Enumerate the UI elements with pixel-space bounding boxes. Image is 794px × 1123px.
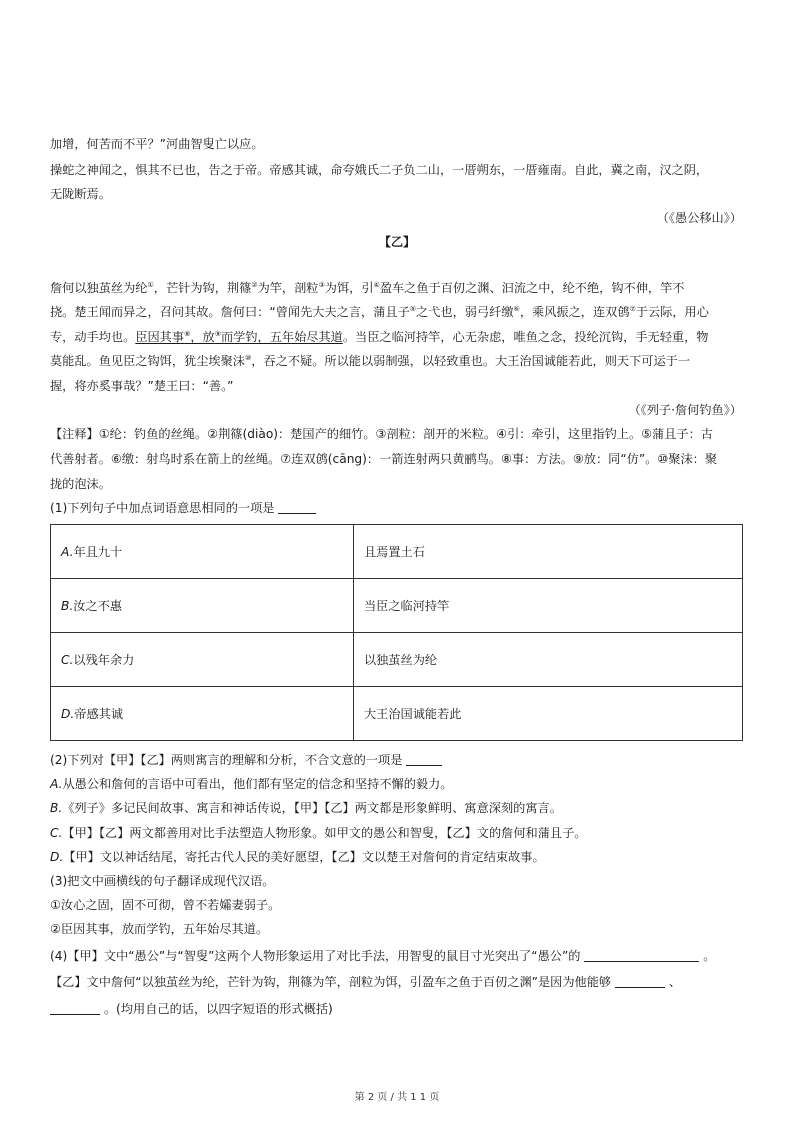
option-cell: 以独茧丝为纶 [354, 633, 743, 687]
note-ref: ④ [373, 281, 380, 289]
note-ref: ① [147, 281, 154, 289]
notes-line: 【注释】①纶：钓鱼的丝绳。②荆篠(diào)：楚国产的细竹。③剖粒：剖开的米粒。④引：牵引，这里指钓上。⑤蒲且子：古 [50, 427, 713, 441]
question-4-line: 【乙】文中詹何“以独茧丝为纶，芒针为钩，荆篠为竿，剖粒为饵，引盈车之鱼于百仞之渊”是因为他能够 、 [50, 975, 682, 989]
passage-jia-line: 加增，何苦而不平？”河曲智叟亡以应。 [50, 137, 264, 151]
table-row[interactable] [51, 633, 743, 687]
answer-blank[interactable] [50, 1002, 100, 1015]
passage-jia-line: 操蛇之神闻之，惧其不已也，告之于帝。帝感其诚，命夸娥氏二子负二山，一厝朔东，一厝雍南。自此，冀之南，汉之阴， [50, 163, 709, 177]
note-ref: ③ [318, 281, 325, 289]
option-cell: 且焉置土石 [354, 525, 743, 579]
note-ref: ⑤ [409, 305, 417, 313]
table-row[interactable] [51, 525, 743, 579]
notes-line: 拢的泡沫。 [50, 477, 111, 491]
passage-yi-line: 莫能乱。鱼见臣之钩饵，犹尘埃聚沫⑩，吞之不疑。所以能以弱制强，以轻致重也。大王治国诚能若此，则天下可运于一 [50, 354, 691, 368]
question-2: (2)下列对【甲】【乙】两则寓言的理解和分析，不合文意的一项是 [50, 752, 442, 768]
passage-yi-line: 握，将亦奚事哉？”楚王曰：“善。” [50, 379, 234, 393]
note-ref: ② [251, 281, 258, 289]
answer-blank[interactable] [584, 949, 699, 962]
options-table [50, 524, 743, 741]
passage-yi-line: 挠。楚王闻而异之，召问其故。詹何曰：“曾闻先大夫之言，蒲且子⑤之弋也，弱弓纤缴⑥，乘风振之，连双鸧⑦于云际，用心 [50, 305, 709, 319]
option-cell: C.以残年余力 [51, 633, 354, 687]
page-footer: 第 2 页 / 共 1 1 页 [354, 1092, 440, 1103]
option-cell: A.年且九十 [51, 525, 354, 579]
option-cell: B.汝之不惠 [51, 579, 354, 633]
passage-jia-line: 无陇断焉。 [50, 187, 111, 201]
passage-yi-line: 专，动手均也。臣因其事⑧，放⑨而学钓，五年始尽其道。当臣之临河持竿，心无杂虑，唯鱼之念，投纶沉钩，手无轻重，物 [50, 330, 709, 344]
source-yi: （《列子·詹何钓鱼》） [628, 403, 742, 417]
answer-blank[interactable] [278, 501, 316, 514]
table-row[interactable] [51, 687, 743, 741]
underlined-sentence: 臣因其事⑧，放⑨而学钓，五年始尽其道 [135, 330, 343, 344]
source-jia: （《愚公移山》） [656, 211, 742, 225]
notes-line: 代善射者。⑥缴：射鸟时系在箭上的丝绳。⑦连双鸧(cāng)：一箭连射两只黄鹂鸟。⑧事：方法。⑨放：同“仿”。⑩聚沫：聚 [50, 452, 718, 466]
question-1: (1)下列句子中加点词语意思相同的一项是 [50, 500, 316, 516]
option-cell: 当臣之临河持竿 [354, 579, 743, 633]
answer-blank[interactable] [615, 975, 665, 988]
note-ref: ⑩ [245, 354, 252, 362]
passage-yi-line: 詹何以独茧丝为纶①，芒针为钩，荆篠②为竿，剖粒③为饵，引④盈车之鱼于百仞之渊、汩流之中，纶不绝，钩不伸，竿不 [50, 281, 685, 295]
yi-heading: 【乙】 [378, 235, 416, 249]
question-3: (3)把文中画横线的句子翻译成现代汉语。 [50, 874, 275, 888]
question-3-item: ①汝心之固，固不可彻，曾不若孀妻弱子。 [50, 898, 281, 912]
table-row[interactable] [51, 579, 743, 633]
question-3-item: ②臣因其事，放而学钓，五年始尽其道。 [50, 922, 269, 936]
question-4: (4)【甲】文中“愚公”与“智叟”这两个人物形象运用了对比手法，用智叟的鼠目寸光突出了“愚公”的 。 [50, 949, 716, 963]
answer-blank[interactable] [406, 753, 442, 766]
choice-a[interactable]: A.从愚公和詹何的言语中可看出，他们都有坚定的信念和坚持不懈的毅力。 [50, 777, 453, 791]
choice-c[interactable]: C.【甲】【乙】两文都善用对比手法塑造人物形象。如甲文的愚公和智叟，【乙】文的詹何和蒲且子。 [50, 826, 587, 840]
note-ref: ⑦ [629, 305, 636, 313]
choice-b[interactable]: B.《列子》多记民间故事、寓言和神话传说，【甲】【乙】两文都是形象鲜明、寓意深刻的寓言。 [50, 801, 562, 815]
note-ref: ⑥ [513, 305, 520, 313]
option-cell: D.帝感其诚 [51, 687, 354, 741]
question-4-line: 。(均用自己的话，以四字短语的形式概括) [50, 1001, 333, 1017]
choice-d[interactable]: D.【甲】文以神话结尾，寄托古代人民的美好愿望，【乙】文以楚王对詹何的肯定结束故事。 [50, 850, 545, 864]
option-cell: 大王治国诚能若此 [354, 687, 743, 741]
